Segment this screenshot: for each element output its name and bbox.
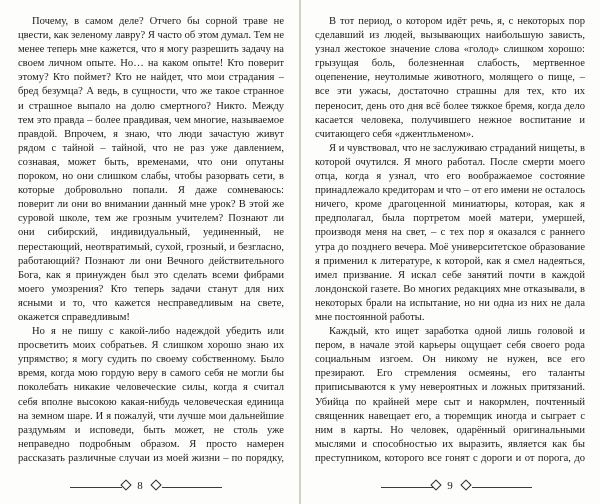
footer-rule: [381, 487, 433, 488]
paragraph: Но я не пишу с какой-либо надеждой убедить или просветить моих собратьев. Я слишком хорошо знаю их упрямство; я могу судить по своему собственному. Было время, когда мою гордую веру в самого себя не могли бы поколебать никакие человеческие силы, когда я считал себя вполне высокою какая-нибудь человеческая единица на земном шаре. И я пожалуй, чти лучше мои дальнейшие раздумьям и исповеди, быть может, не столь уже неправедно подробным образом. Я просто намерен рассказать различные случаи из моей жизни – по порядку,: [18, 326, 284, 464]
diamond-ornament-icon: [460, 479, 471, 490]
page-number: 8: [137, 480, 143, 492]
right-page: [301, 0, 600, 504]
footer-rule: [162, 487, 222, 488]
footer-rule: [70, 487, 122, 488]
page-number: 9: [447, 480, 453, 492]
right-page-footer: [301, 480, 600, 494]
left-page-footer: [0, 480, 299, 494]
left-page: [0, 0, 299, 504]
left-page-text: [18, 15, 284, 464]
paragraph: В тот период, о котором идёт речь, я, с некоторых пор сделавший из людей, вызывающих наибольшую зависть, узнал жестокое значение слова «голод» слишком хорошо: грызущая боль, болезненная слабость, мертвенное оцепенение, неутолимые животного, молящего о пище, – все эти ужасы, достаточно страшны для тех, кто их переносит, день ото дня всё более тяжкое бремя, когда дело касается человека, получившего нежное воспитание и считающего себя «джентльменом».: [315, 16, 585, 140]
right-page-text: [315, 15, 585, 464]
paragraph: Каждый, кто ищет заработка одной лишь головой и пером, в начале этой карьеры ощущает себя своего рода социальным изгоем. Он никому не нужен, все его презирают. Его стремления осмеяны, его таланты приписываются к уму невероятных и ложных притязаний. Убийца по крайней мере сыт и накормлен, почтенный священник навещает его, а тюремщик иногда и сыграет с ним в карты. Но человек, одарённый оригинальными мыслями и способностью их выразить, является как бы преступником, которого все гонят с дороги и от порога, до: [315, 326, 585, 464]
footer-rule: [472, 487, 532, 488]
diamond-ornament-icon: [150, 479, 161, 490]
paragraph: Я и чувствовал, что не заслуживаю страданий нищеты, в которой очутился. Я много работал. После смерти моего отца, когда я узнал, что его воображаемое состояние принадлежало кредиторам и что – от его имени не осталось ничего, кроме драгоценной миниатюры, которая, как я предполагал, была портретом моей матери, умершей, производя меня на свет, – с тех пор я оказался с раннего утра до позднего вечера. Моё университетское образование я применил к литературе, к которой, как я смел надеяться, имел призвание. Я искал себе занятий почти в каждой лондонской газете. Во многих редакциях мне отказывали, в некоторых брали на испытание, но ни одна из них не дала мне постоянной работы.: [315, 142, 585, 323]
paragraph: Почему, в самом деле? Отчего бы сорной траве не цвести, как зеленому лавру? Я часто об этом думал. Тем не менее теперь мне кажется, что я могу разрешить задачу на своем личном опыте. Но… на каком опыте! Кто поверит этому? Кто поймет? Кто не найдет, что мои страдания – бред безумца? А ведь, в сущности, что же такое странное и страшное выпало на долю смертного? Никто. Между тем это правда – более правдивая, чем многие, называемое правдой. Впрочем, я знаю, что люди зачастую живут рядом с тайной – тайной, что не раз уже давлением, сознавая, может быть, временами, что они опутаны пороком, но они слишком слабы, чтобы разорвать сети, в которые добровольно попали. Я даже сомневаюсь: поверит ли они во внимании данный мне урок? В этой же суровой школе, тем же грозным учителем? Познают ли они сибирский, индивидуальный, уединенный, не перестающий, неотвратимый, сухой, грозный, и безгласно, работающий? Познают ли они Вечного действительного Бога, как я принужден был это сделать всеми фибрами моего умозрения? Кто теперь задачи станут для них ясными и то, что кажется несправедливым на свете, окажется справедливым!: [18, 16, 284, 323]
